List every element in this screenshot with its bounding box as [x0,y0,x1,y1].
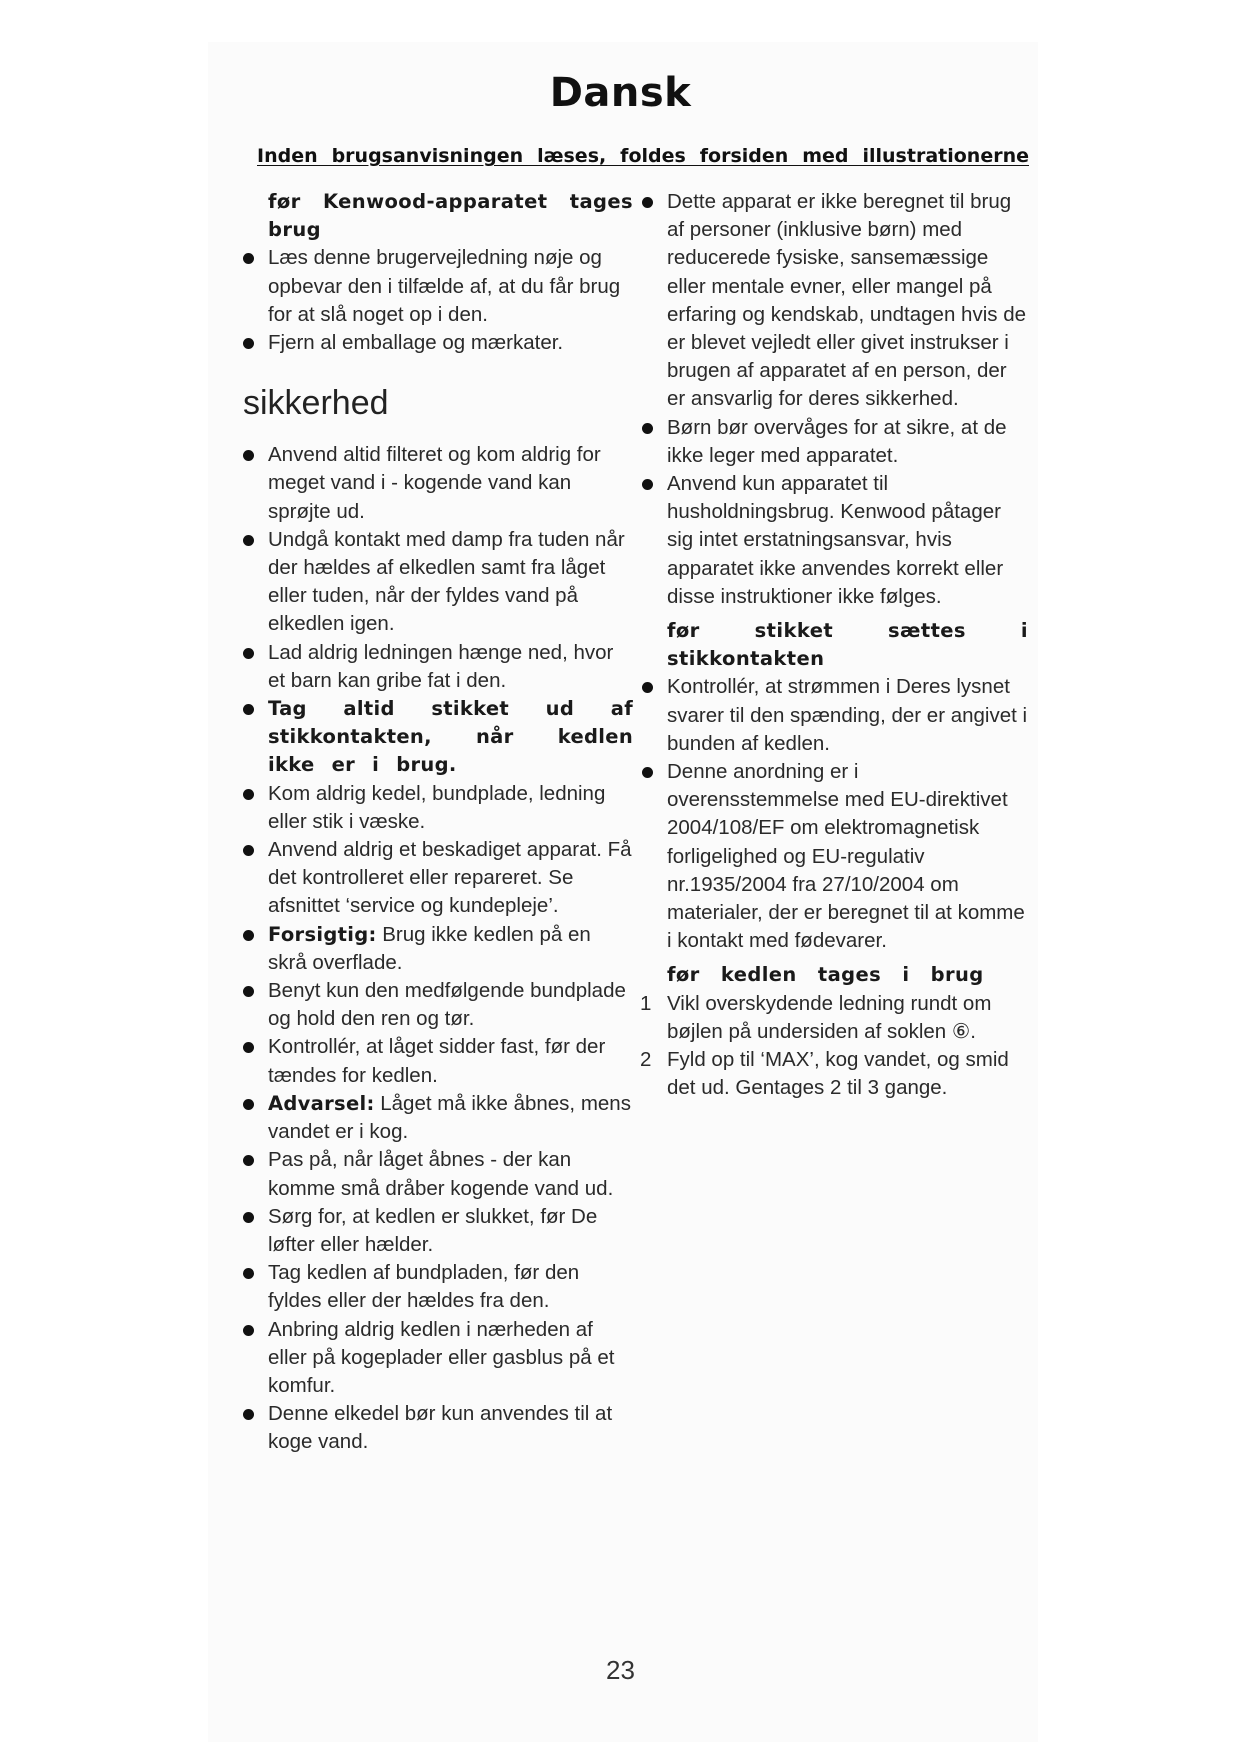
list-item: Kontrollér, at strømmen i Deres lysnet svarer til den spænding, der er angivet i bunden af kedlen. [642,673,1028,758]
before-use-heading: før Kenwood-apparatet tages brug [268,190,633,242]
first-use-heading: før kedlen tages i brug [667,963,984,987]
bullet-icon [243,1099,254,1110]
bullet-icon [243,845,254,856]
safety-list-continued [642,188,1028,611]
bullet-icon [243,1042,254,1053]
bullet-icon [243,986,254,997]
safety-list [243,441,633,1456]
list-item: Forsigtig: Brug ikke kedlen på en skrå overflade. [243,921,633,977]
bullet-icon [243,1268,254,1279]
bullet-icon [243,1212,254,1223]
step-number: 1 [640,991,652,1015]
section-title-safety: sikkerhed [243,384,389,423]
list-item: Lad aldrig ledningen hænge ned, hvor et barn kan gribe fat i den. [243,639,633,695]
list-item: Denne anordning er i overensstemmelse med EU-direktivet 2004/108/EF om elektromagnetisk forligelighed og EU-regulativ nr.1935/2004 fra 27/10/2004 om materialer, der er beregnet til at komme i kontakt med fødevarer. [642,758,1028,955]
list-item: Advarsel: Låget må ikke åbnes, mens vandet er i kog. [243,1090,633,1146]
list-item: Tag kedlen af bundpladen, før den fyldes eller der hældes fra den. [243,1259,633,1315]
bullet-icon [642,767,653,778]
bullet-icon [243,338,254,349]
list-item: Anvend aldrig et beskadiget apparat. Få det kontrolleret eller repareret. Se afsnittet ‘service og kundepleje’. [243,836,633,921]
list-item: Fjern al emballage og mærkater. [243,329,633,357]
plug-heading: før stikket sættes i stikkontakten [667,619,1028,671]
bullet-icon [243,450,254,461]
bullet-icon [243,1325,254,1336]
list-item: Undgå kontakt med damp fra tuden når der hældes af elkedlen samt fra låget eller tuden, når der fyldes vand på elkedlen igen. [243,526,633,639]
left-column [243,188,633,1457]
bullet-icon [243,1409,254,1420]
list-item: Denne elkedel bør kun anvendes til at koge vand. [243,1400,633,1456]
list-item: Sørg for, at kedlen er slukket, før De løfter eller hælder. [243,1203,633,1259]
list-item: Anvend altid filteret og kom aldrig for meget vand i - kogende vand kan sprøjte ud. [243,441,633,526]
bullet-icon [642,682,653,693]
list-item: Kontrollér, at låget sidder fast, før der tændes for kedlen. [243,1033,633,1089]
bullet-icon [243,704,254,715]
list-item: Benyt kun den medfølgende bundplade og hold den ren og tør. [243,977,633,1033]
bullet-icon [243,648,254,659]
list-item: Læs denne brugervejledning nøje og opbevar den i tilfælde af, at du får brug for at slå noget op i den. [243,244,633,329]
numbered-step: 1 Vikl overskydende ledning rundt om bøjlen på undersiden af soklen ⑥. [640,991,992,1043]
bullet-icon [243,535,254,546]
page-title: Dansk [549,70,692,116]
list-item: Børn bør overvåges for at sikre, at de ikke leger med apparatet. [642,414,1028,470]
list-item: Pas på, når låget åbnes - der kan komme små dråber kogende vand ud. [243,1146,633,1202]
before-use-list [243,244,633,357]
intro-instruction: Inden brugsanvisningen læses, foldes forsiden med illustrationerne [257,145,1029,167]
bullet-icon [243,1155,254,1166]
list-item: Tag altid stikket ud af stikkontakten, når kedlen ikke er i brug. [243,695,633,780]
bullet-icon [243,253,254,264]
bullet-icon [642,423,653,434]
step-number: 2 [640,1048,652,1072]
list-item: Anbring aldrig kedlen i nærheden af eller på kogeplader eller gasblus på et komfur. [243,1316,633,1401]
right-column [642,188,1028,1103]
first-use-steps [642,990,1028,1103]
bullet-icon [243,930,254,941]
bullet-icon [642,479,653,490]
list-item: Anvend kun apparatet til husholdningsbrug. Kenwood påtager sig intet erstatningsansvar, hvis apparatet ikke anvendes korrekt eller disse instruktioner ikke følges. [642,470,1028,611]
numbered-step: 2 Fyld op til ‘MAX’, kog vandet, og smid det ud. Gentages 2 til 3 gange. [640,1048,1009,1100]
list-item: Dette apparat er ikke beregnet til brug af personer (inklusive børn) med reducerede fysiske, sansemæssige eller mentale evner, eller mangel på erfaring og kendskab, undtagen hvis de er blevet vejledt eller givet instrukser i brugen af apparatet af en person, der er ansvarlig for deres sikkerhed. [642,188,1028,414]
bullet-icon [243,789,254,800]
list-item: Kom aldrig kedel, bundplade, ledning eller stik i væske. [243,780,633,836]
bullet-icon [642,197,653,208]
plug-list [642,673,1028,955]
page-number: 23 [606,1655,635,1685]
